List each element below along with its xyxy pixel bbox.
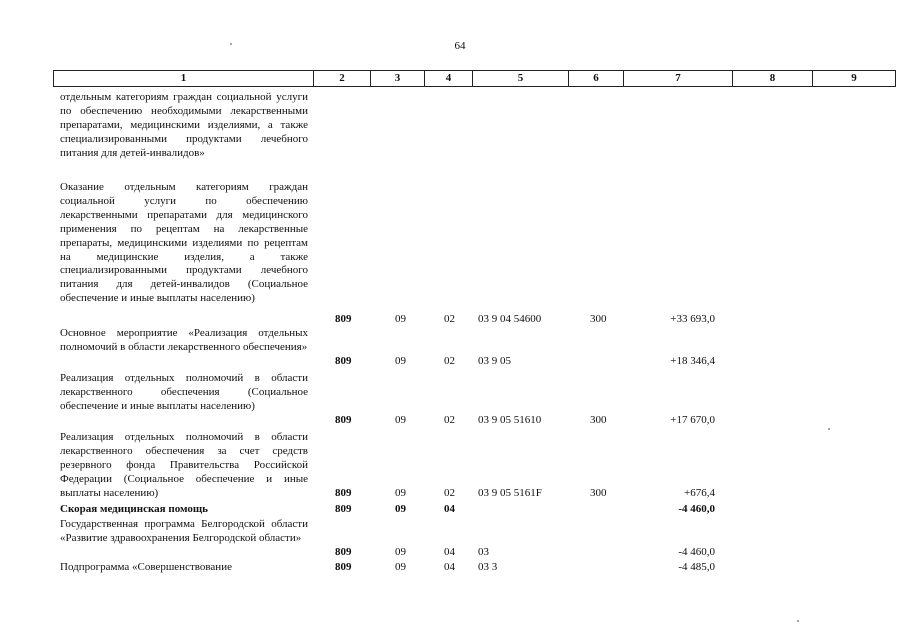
target-cell: 03 9 05 5161F (478, 487, 542, 500)
table-row (0, 518, 905, 560)
table-row (0, 91, 905, 175)
amount-cell: +18 346,4 (670, 355, 715, 368)
table-row (0, 372, 905, 428)
amount-cell: +676,4 (684, 487, 715, 500)
amount-cell: -4 460,0 (678, 546, 715, 559)
row-description: Государственная программа Белгородской области «Развитие здравоохранения Белгородской области» (60, 518, 308, 544)
subsection-cell: 04 (444, 546, 455, 559)
amount-cell: -4 460,0 (678, 503, 715, 516)
scan-speck (230, 43, 232, 45)
row-description: Реализация отдельных полномочий в области лекарственного обеспечения (Социальное обеспечение и иные выплаты населению) (60, 372, 308, 412)
target-cell: 03 (478, 546, 489, 559)
section-cell: 09 (395, 414, 406, 427)
column-header: 5 (472, 71, 568, 86)
table-row (0, 181, 905, 327)
subsection-cell: 02 (444, 355, 455, 368)
section-cell: 09 (395, 546, 406, 559)
section-cell: 09 (395, 487, 406, 500)
subsection-cell: 04 (444, 561, 455, 574)
column-header: 8 (732, 71, 812, 86)
target-cell: 03 9 05 (478, 355, 511, 368)
column-header: 6 (568, 71, 623, 86)
column-header: 1 (180, 72, 187, 84)
scan-speck (797, 620, 799, 622)
row-description: отдельным категориям граждан социальной услуги по обеспечению необходимыми лекарственными препаратами, медицинскими изделиями, а также специализированными продуктами лечебного питания для детей-инвалидов» (60, 91, 308, 159)
table-row (0, 431, 905, 501)
section-cell: 09 (395, 561, 406, 574)
amount-cell: -4 485,0 (678, 561, 715, 574)
code-cell: 809 (335, 414, 352, 427)
column-header: 7 (623, 71, 732, 86)
table-row (0, 327, 905, 369)
code-cell: 809 (335, 503, 352, 516)
row-description: Подпрограмма «Совершенствование (60, 561, 232, 573)
kind-cell: 300 (590, 414, 607, 427)
kind-cell: 300 (590, 313, 607, 326)
scan-speck (828, 428, 830, 430)
section-cell: 09 (395, 355, 406, 368)
subsection-cell: 02 (444, 414, 455, 427)
code-cell: 809 (335, 313, 352, 326)
column-header: 3 (370, 71, 424, 86)
row-description: Основное мероприятие «Реализация отдельных полномочий в области лекарственного обеспечения» (60, 327, 308, 353)
column-header: 4 (424, 71, 472, 86)
row-description: Скорая медицинская помощь (60, 503, 208, 515)
page-number: 64 (454, 40, 466, 52)
target-cell: 03 3 (478, 561, 498, 574)
subsection-cell: 04 (444, 503, 455, 516)
subsection-cell: 02 (444, 313, 455, 326)
amount-cell: +17 670,0 (670, 414, 715, 427)
amount-cell: +33 693,0 (670, 313, 715, 326)
table-row (0, 503, 905, 517)
code-cell: 809 (335, 546, 352, 559)
code-cell: 809 (335, 561, 352, 574)
target-cell: 03 9 04 54600 (478, 313, 542, 326)
target-cell: 03 9 05 51610 (478, 414, 542, 427)
kind-cell: 300 (590, 487, 607, 500)
section-cell: 09 (395, 503, 406, 516)
column-header: 2 (313, 71, 370, 86)
subsection-cell: 02 (444, 487, 455, 500)
code-cell: 809 (335, 355, 352, 368)
row-description: Реализация отдельных полномочий в области лекарственного обеспечения за счет средств резервного фонда Правительства Российской Федерации (Социальное обеспечение и иные выплаты населению) (60, 431, 308, 499)
section-cell: 09 (395, 313, 406, 326)
table-row (0, 561, 905, 575)
column-header: 9 (812, 71, 895, 86)
code-cell: 809 (335, 487, 352, 500)
row-description: Оказание отдельным категориям граждан социальной услуги по обеспечению лекарственными препаратами для медицинского применения по рецептам на лекарственные препараты, медицинскими изделиями по рецептам на медицинские изделия, а также специализированными продуктами лечебного питания для детей-инвалидов (Социальное обеспечение и иные выплаты населению) (60, 181, 308, 305)
